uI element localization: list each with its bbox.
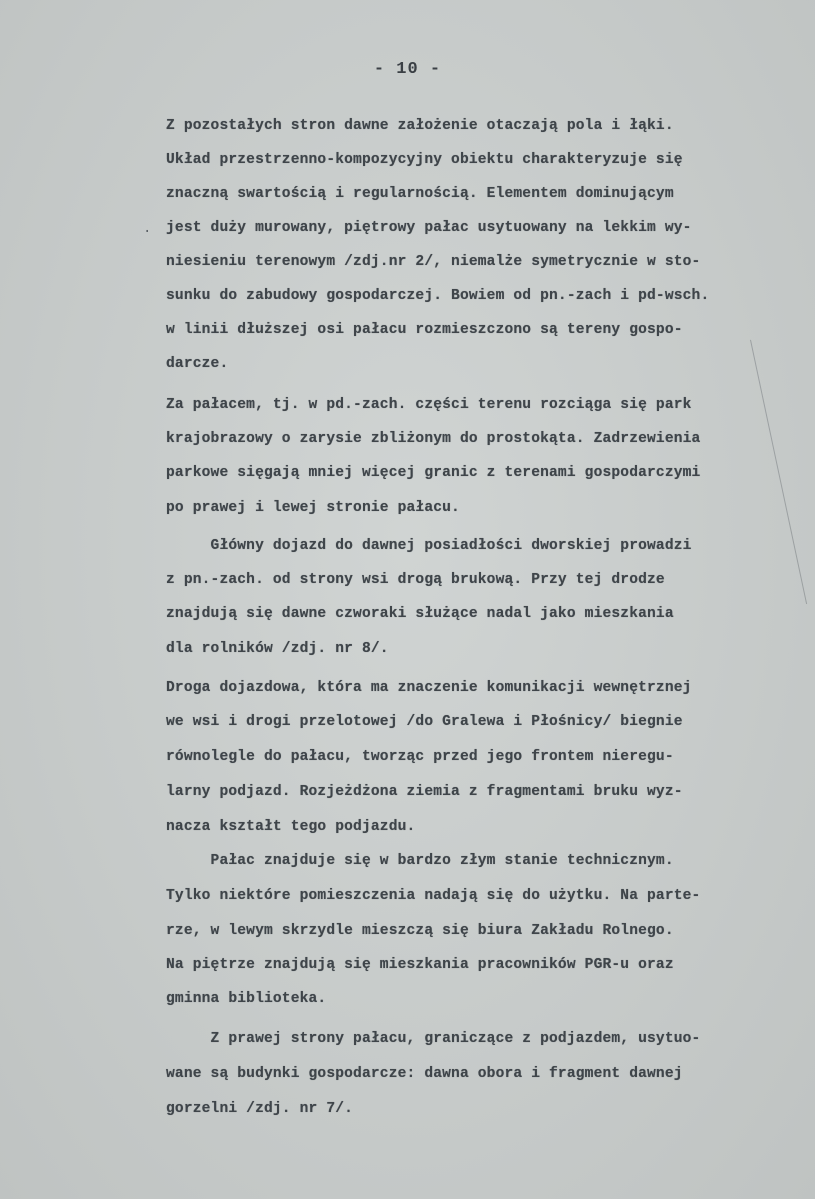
text-line: rze, w lewym skrzydle mieszczą się biura Zakładu Rolnego. <box>166 923 674 939</box>
text-line: wane są budynki gospodarcze: dawna obora i fragment dawnej <box>166 1066 683 1082</box>
text-line: niesieniu terenowym /zdj.nr 2/, niemalże symetrycznie w sto- <box>166 254 701 270</box>
text-line: Droga dojazdowa, która ma znaczenie komunikacji wewnętrznej <box>166 680 692 696</box>
text-line: znaczną swartością i regularnością. Elementem dominującym <box>166 186 674 202</box>
text-line: równolegle do pałacu, tworząc przed jego frontem nieregu- <box>166 749 674 765</box>
text-line: we wsi i drogi przelotowej /do Gralewa i Płośnicy/ biegnie <box>166 714 683 730</box>
text-line: gminna biblioteka. <box>166 991 327 1007</box>
text-line: krajobrazowy o zarysie zbliżonym do prostokąta. Zadrzewienia <box>166 431 701 447</box>
text-line: Z pozostałych stron dawne założenie otaczają pola i łąki. <box>166 118 674 134</box>
text-line: Na piętrze znajdują się mieszkania pracowników PGR-u oraz <box>166 957 674 973</box>
text-line: dla rolników /zdj. nr 8/. <box>166 641 389 657</box>
text-line: Pałac znajduje się w bardzo złym stanie technicznym. <box>166 853 674 869</box>
margin-tick-mark: · <box>143 224 152 240</box>
text-line: z pn.-zach. od strony wsi drogą brukową. Przy tej drodze <box>166 572 665 588</box>
text-line: darcze. <box>166 356 229 372</box>
text-line: sunku do zabudowy gospodarczej. Bowiem od pn.-zach i pd-wsch. <box>166 288 710 304</box>
text-line: Za pałacem, tj. w pd.-zach. części terenu rozciąga się park <box>166 397 692 413</box>
text-line: Tylko niektóre pomieszczenia nadają się do użytku. Na parte- <box>166 888 701 904</box>
text-line: gorzelni /zdj. nr 7/. <box>166 1101 354 1117</box>
text-line: Układ przestrzenno-kompozycyjny obiektu charakteryzuje się <box>166 152 683 168</box>
text-line: znajdują się dawne czworaki służące nadal jako mieszkania <box>166 606 674 622</box>
text-line: parkowe sięgają mniej więcej granic z terenami gospodarczymi <box>166 465 701 481</box>
text-line: po prawej i lewej stronie pałacu. <box>166 500 460 516</box>
text-line: nacza kształt tego podjazdu. <box>166 819 416 835</box>
text-line: w linii dłuższej osi pałacu rozmieszczono są tereny gospo- <box>166 322 683 338</box>
paper-crease <box>750 340 807 604</box>
text-line: Z prawej strony pałacu, graniczące z podjazdem, usytuo- <box>166 1031 701 1047</box>
text-line: larny podjazd. Rozjeżdżona ziemia z fragmentami bruku wyz- <box>166 784 683 800</box>
text-line: Główny dojazd do dawnej posiadłości dworskiej prowadzi <box>166 538 692 554</box>
page-number: - 10 - <box>373 60 442 79</box>
text-line: jest duży murowany, piętrowy pałac usytuowany na lekkim wy- <box>166 220 692 236</box>
